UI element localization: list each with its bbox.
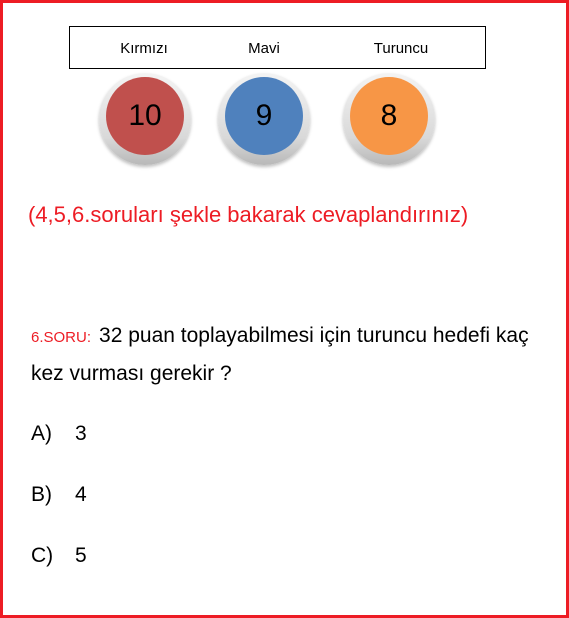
question-block	[31, 318, 546, 392]
option-a-value: 3	[75, 422, 87, 445]
legend-label-blue: Mavi	[248, 40, 280, 57]
target-blue-core	[225, 77, 303, 155]
option-c[interactable]	[31, 544, 87, 568]
legend-label-red: Kırmızı	[120, 40, 168, 57]
option-a[interactable]	[31, 422, 87, 446]
color-legend	[69, 26, 486, 69]
option-a-letter: A)	[31, 422, 52, 445]
instruction-text: (4,5,6.soruları şekle bakarak cevaplandırınız)	[28, 202, 469, 227]
target-orange	[343, 73, 435, 165]
option-c-value: 5	[75, 544, 87, 567]
target-orange-core	[350, 77, 428, 155]
target-blue-value: 9	[255, 99, 273, 132]
legend-label-orange: Turuncu	[373, 40, 429, 57]
option-c-letter: C)	[31, 544, 54, 567]
target-red	[99, 73, 191, 165]
target-red-value: 10	[128, 99, 162, 132]
option-b-letter: B)	[31, 483, 52, 506]
option-b[interactable]	[31, 483, 87, 507]
target-red-core	[106, 77, 184, 155]
target-blue	[218, 73, 310, 165]
question-number: 6.SORU:	[31, 329, 92, 346]
target-orange-value: 8	[380, 99, 398, 132]
option-b-value: 4	[75, 483, 87, 506]
question-text: 32 puan toplayabilmesi için turuncu hedefi kaç kez vurması gerekir ?	[31, 324, 529, 385]
